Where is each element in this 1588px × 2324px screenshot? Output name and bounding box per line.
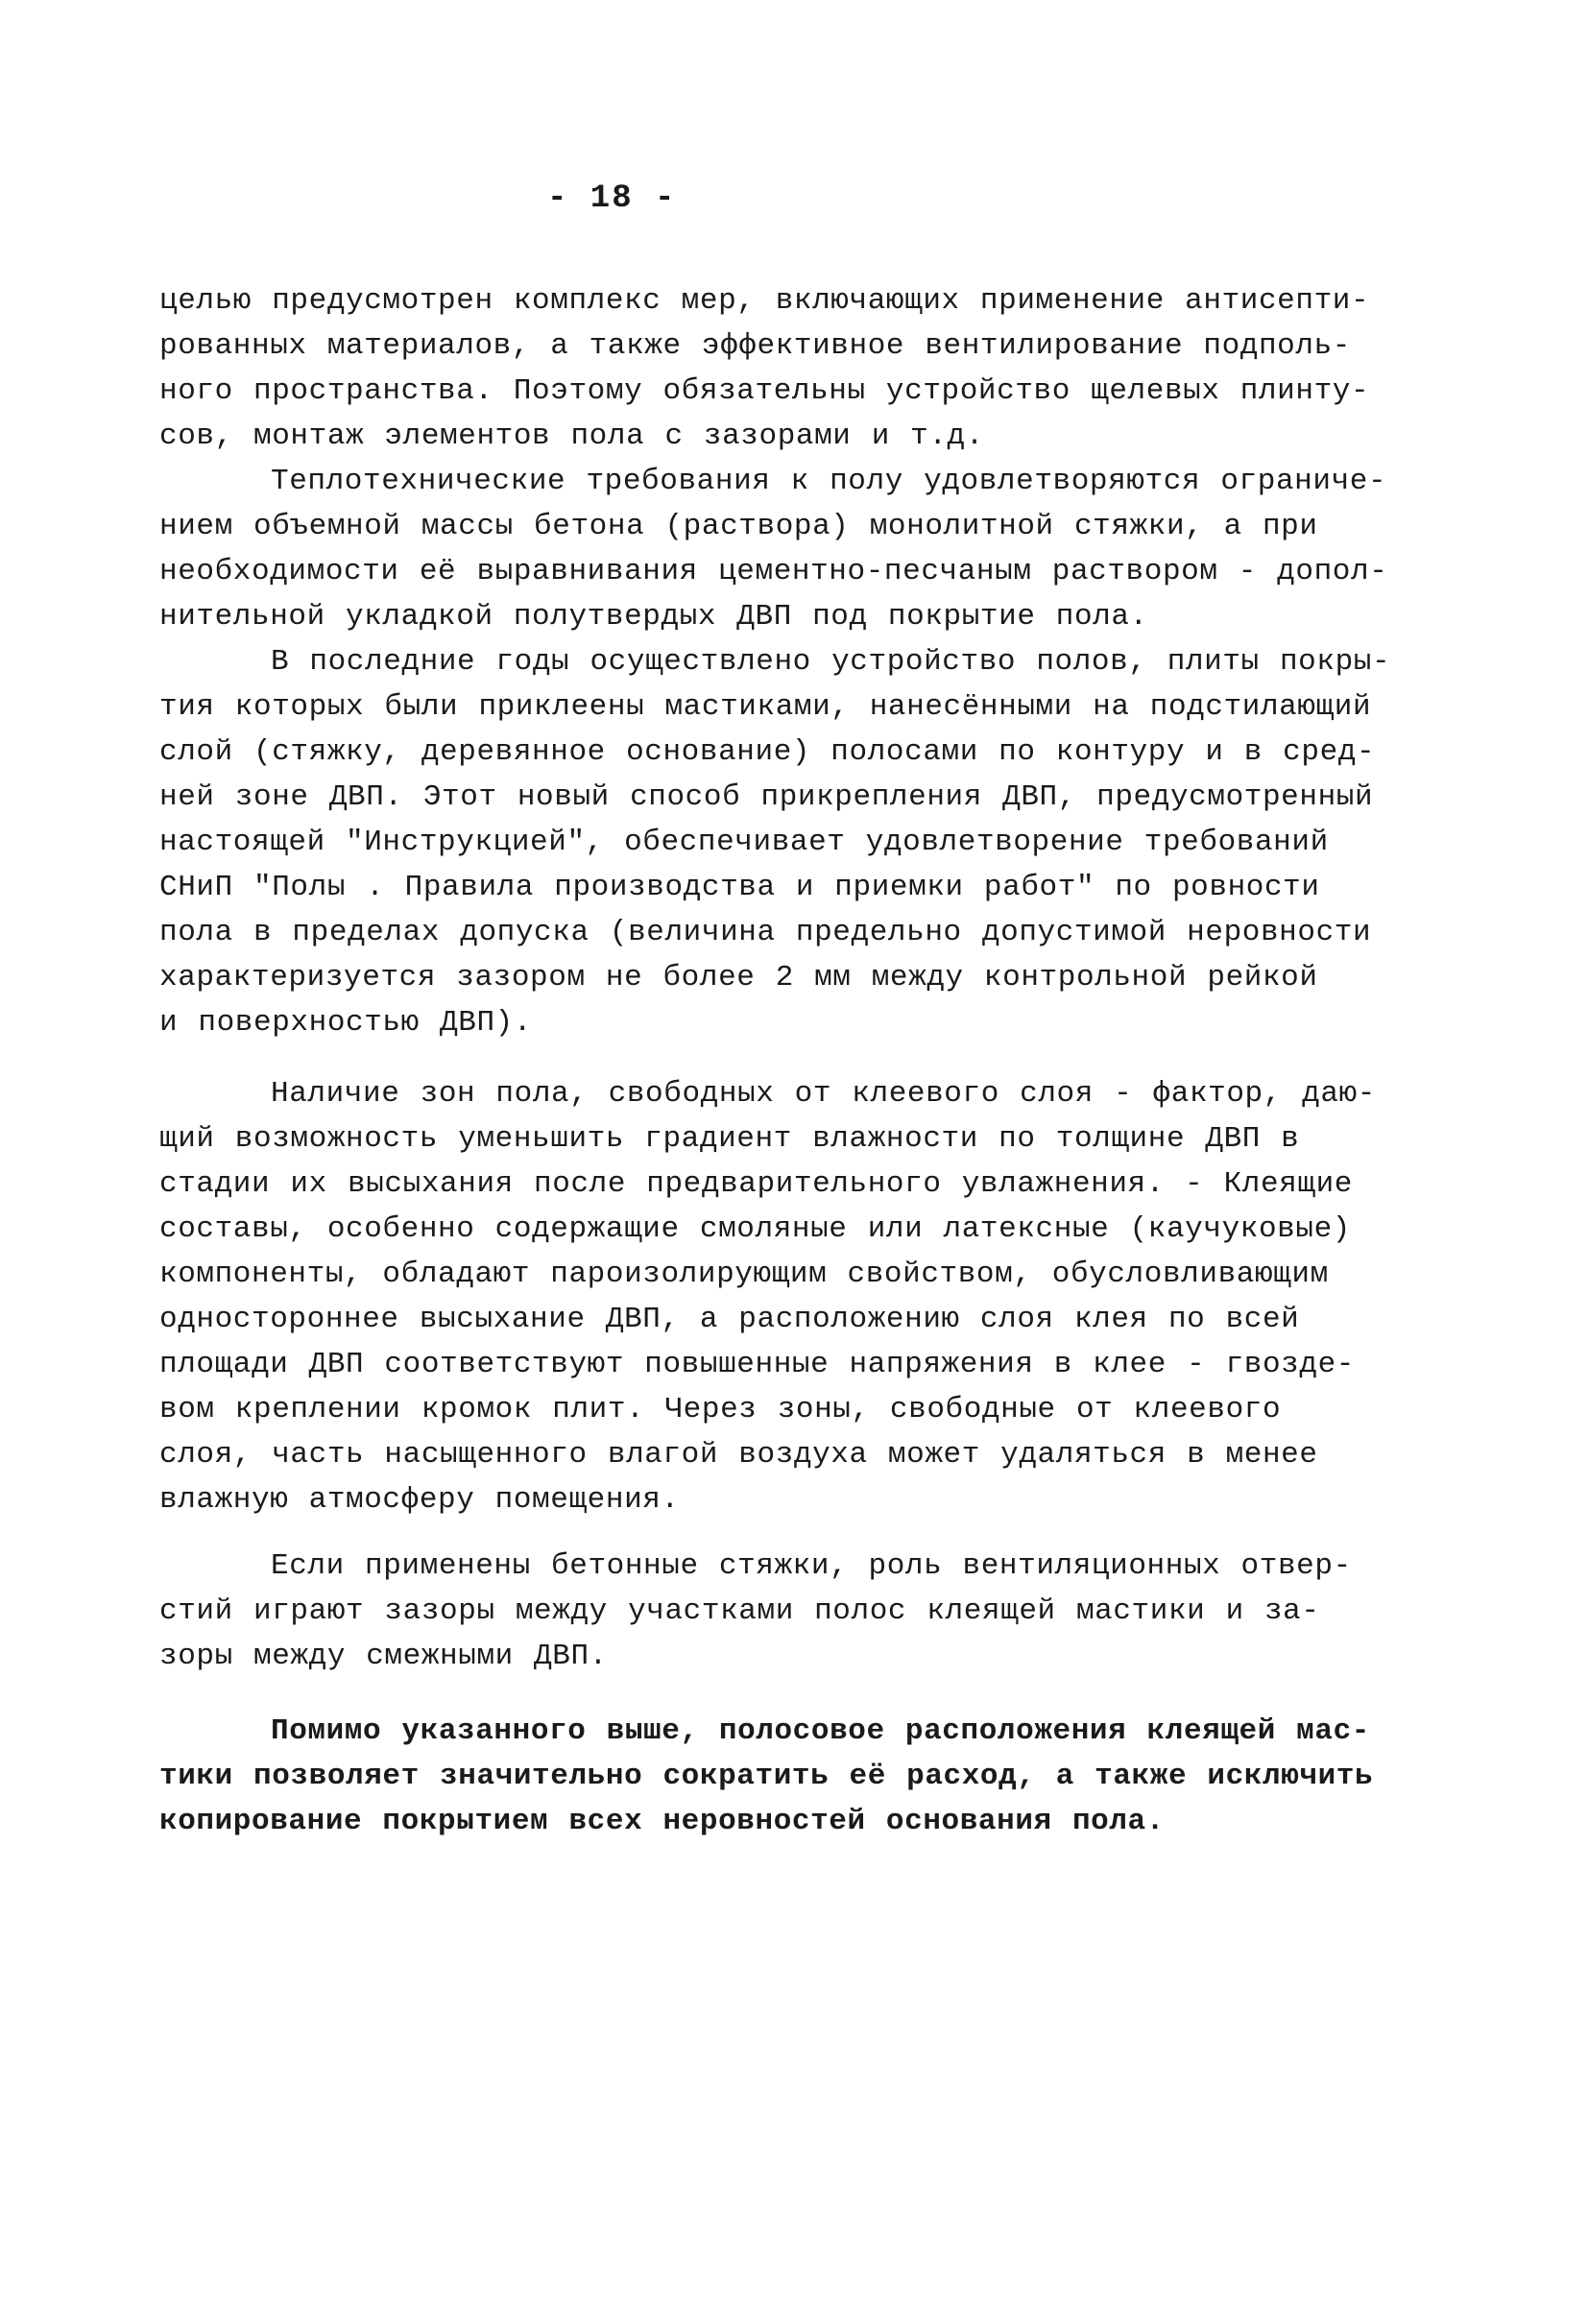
text-line: тия которых были приклеены мастиками, нанесёнными на подстилающий — [159, 690, 1372, 724]
text-line: характеризуется зазором не более 2 мм между контрольной рейкой — [159, 961, 1318, 994]
text-line: слоя, часть насыщенного влагой воздуха может удаляться в менее — [159, 1438, 1318, 1472]
paragraph-adhesive-free-zones — [159, 1071, 1427, 1522]
text-line: Помимо указанного выше, полосовое расположения клеящей мас- — [271, 1714, 1370, 1748]
text-line: стий играют зазоры между участками полос клеящей мастики и за- — [159, 1594, 1320, 1628]
text-line: целью предусмотрен комплекс мер, включающих применение антисепти- — [159, 284, 1370, 318]
text-line: стадии их высыхания после предварительного увлажнения. - Клеящие — [159, 1167, 1353, 1201]
paragraph-thermal-requirements — [159, 459, 1427, 639]
text-line: СНиП "Полы . Правила производства и приемки работ" по ровности — [159, 871, 1320, 904]
text-line: одностороннее высыхание ДВП, а расположению слоя клея по всей — [159, 1303, 1300, 1336]
text-line: Теплотехнические требования к полу удовлетворяются ограниче- — [271, 465, 1387, 498]
paragraph-concrete-screeds — [159, 1544, 1427, 1679]
text-line: слой (стяжку, деревянное основание) полосами по контуру и в сред- — [159, 735, 1376, 769]
text-line: компоненты, обладают пароизолирующим свойством, обусловливающим — [159, 1258, 1329, 1291]
text-line: сов, монтаж элементов пола с зазорами и т.д. — [159, 419, 984, 453]
text-line: площади ДВП соответствуют повышенные напряжения в клее - гвозде- — [159, 1348, 1355, 1381]
text-line: вом креплении кромок плит. Через зоны, свободные от клеевого — [159, 1393, 1282, 1426]
text-line: копирование покрытием всех неровностей основания пола. — [159, 1805, 1165, 1838]
text-line: Если применены бетонные стяжки, роль вентиляционных отвер- — [271, 1549, 1352, 1583]
paragraph-ventilation — [159, 278, 1427, 459]
text-line: зоры между смежными ДВП. — [159, 1640, 608, 1673]
text-line: тики позволяет значительно сократить её расход, а также исключить — [159, 1760, 1374, 1793]
text-line: настоящей "Инструкцией", обеспечивает удовлетворение требований — [159, 826, 1329, 859]
text-line: В последние годы осуществлено устройство полов, плиты покры- — [271, 645, 1391, 679]
text-line: ного пространства. Поэтому обязательны устройство щелевых плинту- — [159, 374, 1370, 408]
text-line: нительной укладкой полутвердых ДВП под покрытие пола. — [159, 600, 1148, 634]
text-line: и поверхностью ДВП). — [159, 1006, 533, 1040]
text-line: Наличие зон пола, свободных от клеевого слоя - фактор, даю- — [271, 1077, 1376, 1111]
text-line: влажную атмосферу помещения. — [159, 1483, 680, 1517]
page-number: - 18 - — [547, 180, 677, 217]
text-line: составы, особенно содержащие смоляные или латексные (каучуковые) — [159, 1212, 1351, 1246]
paragraph-strip-application — [159, 1709, 1427, 1844]
text-line: ней зоне ДВП. Этот новый способ прикрепления ДВП, предусмотренный — [159, 780, 1374, 814]
text-line: пола в пределах допуска (величина предельно допустимой неровности — [159, 916, 1372, 949]
text-line: необходимости её выравнивания цементно-песчаным раствором - допол- — [159, 555, 1388, 588]
text-line: рованных материалов, а также эффективное вентилирование подполь- — [159, 329, 1351, 363]
text-line: нием объемной массы бетона (раствора) монолитной стяжки, а при — [159, 510, 1318, 543]
paragraph-glued-boards — [159, 639, 1427, 1045]
text-line: щий возможность уменьшить градиент влажности по толщине ДВП в — [159, 1122, 1300, 1156]
